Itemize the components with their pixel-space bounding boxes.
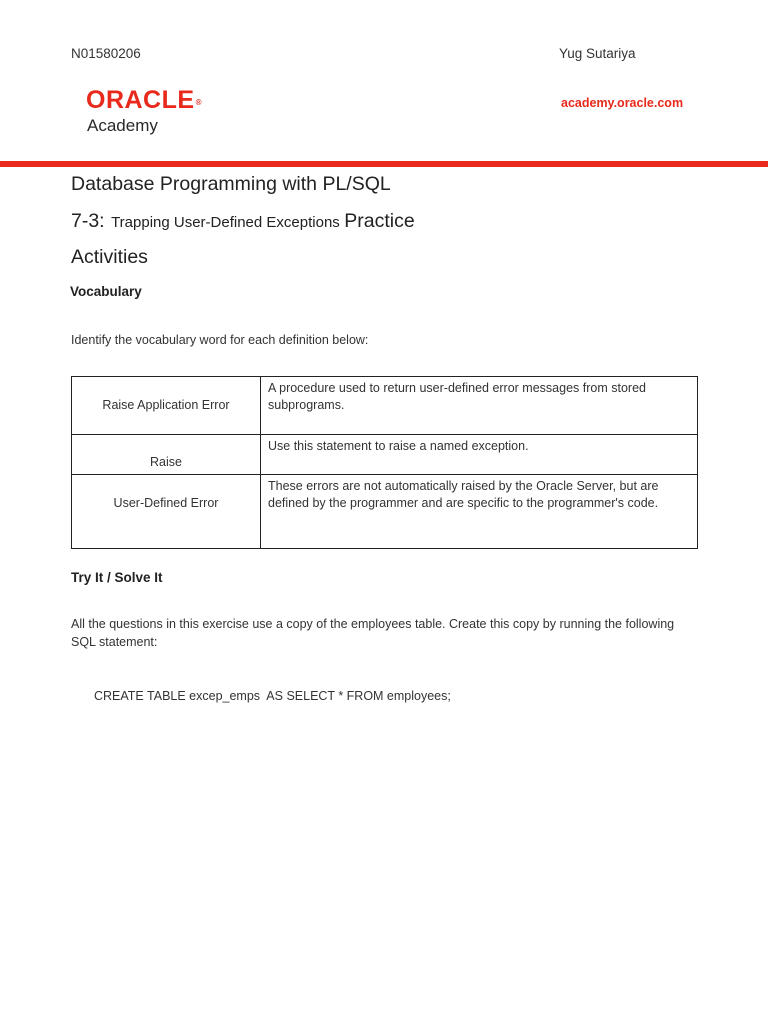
vocabulary-instructions: Identify the vocabulary word for each definition below: — [71, 333, 369, 347]
vocabulary-heading: Vocabulary — [70, 284, 142, 299]
lesson-suffix: Practice — [344, 210, 415, 232]
header-divider — [0, 161, 768, 167]
oracle-wordmark-text: ORACLE — [86, 86, 195, 114]
lesson-number: 7-3: — [71, 210, 105, 232]
course-title: Database Programming with PL/SQL — [71, 173, 391, 195]
oracle-wordmark — [86, 88, 236, 113]
lesson-topic: Trapping User-Defined Exceptions — [111, 214, 340, 231]
student-name: Yug Sutariya — [559, 46, 636, 61]
vocabulary-term: User-Defined Error — [72, 475, 261, 549]
sql-statement: CREATE TABLE excep_emps AS SELECT * FROM employees; — [94, 689, 451, 703]
vocabulary-definition: These errors are not automatically raised by the Oracle Server, but are defined by the programmer and are specific to the programmer's code. — [261, 475, 698, 549]
lesson-title — [71, 210, 415, 233]
exercise-intro: All the questions in this exercise use a copy of the employees table. Create this copy by running the following SQL statement: — [71, 617, 675, 649]
academy-wordmark: Academy — [87, 116, 158, 135]
try-it-heading: Try It / Solve It — [71, 570, 163, 585]
vocabulary-definition: A procedure used to return user-defined error messages from stored subprograms. — [261, 377, 698, 435]
registered-mark-icon: ® — [195, 98, 202, 107]
lesson-title-continued: Activities — [71, 246, 148, 268]
student-id: N01580206 — [71, 46, 141, 61]
vocabulary-table — [71, 376, 698, 549]
oracle-academy-logo — [86, 88, 236, 140]
vocabulary-definition: Use this statement to raise a named exception. — [261, 435, 698, 475]
vocabulary-term: Raise Application Error — [72, 377, 261, 435]
table-row — [72, 475, 698, 549]
site-url: academy.oracle.com — [561, 96, 684, 110]
table-row — [72, 435, 698, 475]
vocabulary-term: Raise — [72, 435, 261, 475]
table-row — [72, 377, 698, 435]
